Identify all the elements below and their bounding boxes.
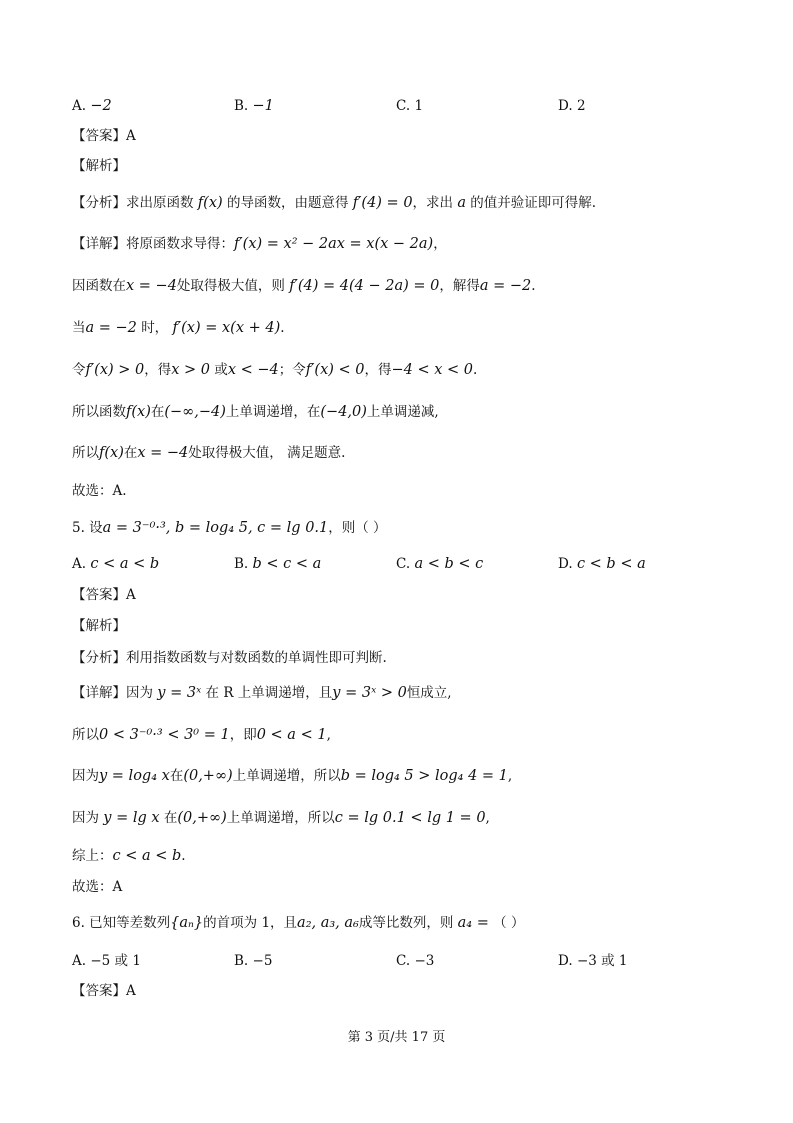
q5-stem: 5. 设a = 3⁻⁰·³, b = log₄ 5, c = lg 0.1，则（ ） [72, 520, 387, 536]
q5-analysis-tag: 【解析】 [72, 618, 126, 634]
q5-option-a: A. c < a < b [72, 556, 160, 572]
q4-xiangjie-3: 当a = −2 时， f′(x) = x(x + 4). [72, 320, 285, 336]
q4-fenxi: 【分析】求出原函数 f(x) 的导函数，由题意得 f′(4) = 0，求出 a 的值并验证即可得解. [72, 195, 597, 211]
q4-xiangjie-6: 所以f(x)在x = −4处取得极大值， 满足题意. [72, 445, 346, 461]
page-footer: 第 3 页/共 17 页 [347, 1030, 446, 1045]
q4-xiangjie-1: 【详解】将原函数求导得：f′(x) = x² − 2ax = x(x − 2a)， [72, 236, 447, 252]
q4-option-a: A. −2 [72, 98, 112, 114]
q5-conclusion: 故选：A [72, 879, 123, 895]
q4-option-d: D. 2 [558, 98, 586, 114]
q4-analysis-tag: 【解析】 [72, 158, 126, 174]
q6-stem: 6. 已知等差数列{aₙ}的首项为 1，且a₂, a₃, a₆成等比数列，则 a₄ = （ ） [72, 915, 525, 931]
q4-conclusion: 故选：A. [72, 483, 127, 499]
q5-xiangjie-4: 因为 y = lg x 在(0,+∞)上单调递增，所以c = lg 0.1 < lg 1 = 0, [72, 810, 490, 826]
q6-option-b: B. −5 [234, 953, 273, 969]
q5-fenxi: 【分析】利用指数函数与对数函数的单调性即可判断. [72, 650, 387, 666]
q4-xiangjie-2: 因函数在x = −4处取得极大值，则 f′(4) = 4(4 − 2a) = 0，解得a = −2. [72, 278, 536, 294]
q4-option-c: C. 1 [396, 98, 424, 114]
q6-option-a: A. −5 或 1 [72, 953, 141, 969]
q4-xiangjie-5: 所以函数f(x)在(−∞,−4)上单调递增，在(−4,0)上单调递减, [72, 404, 439, 420]
q6-answer: 【答案】A [72, 983, 136, 999]
q6-option-c: C. −3 [396, 953, 435, 969]
q5-option-d: D. c < b < a [558, 556, 646, 572]
q5-xiangjie-3: 因为y = log₄ x在(0,+∞)上单调递增，所以b = log₄ 5 > log₄ 4 = 1, [72, 768, 513, 784]
q5-answer: 【答案】A [72, 587, 136, 603]
q6-option-d: D. −3 或 1 [558, 953, 628, 969]
q5-xiangjie-5: 综上：c < a < b. [72, 848, 186, 864]
q5-xiangjie-2: 所以0 < 3⁻⁰·³ < 3⁰ = 1，即0 < a < 1, [72, 727, 331, 743]
q4-option-b: B. −1 [234, 98, 274, 114]
q5-option-c: C. a < b < c [396, 556, 484, 572]
q5-option-b: B. b < c < a [234, 556, 322, 572]
q4-xiangjie-4: 令f′(x) > 0，得x > 0 或x < −4；令f′(x) < 0，得−4 < x < 0. [72, 362, 478, 378]
q4-answer: 【答案】A [72, 128, 136, 144]
q5-xiangjie-1: 【详解】因为 y = 3ˣ 在 R 上单调递增，且y = 3ˣ > 0恒成立, [72, 685, 452, 701]
